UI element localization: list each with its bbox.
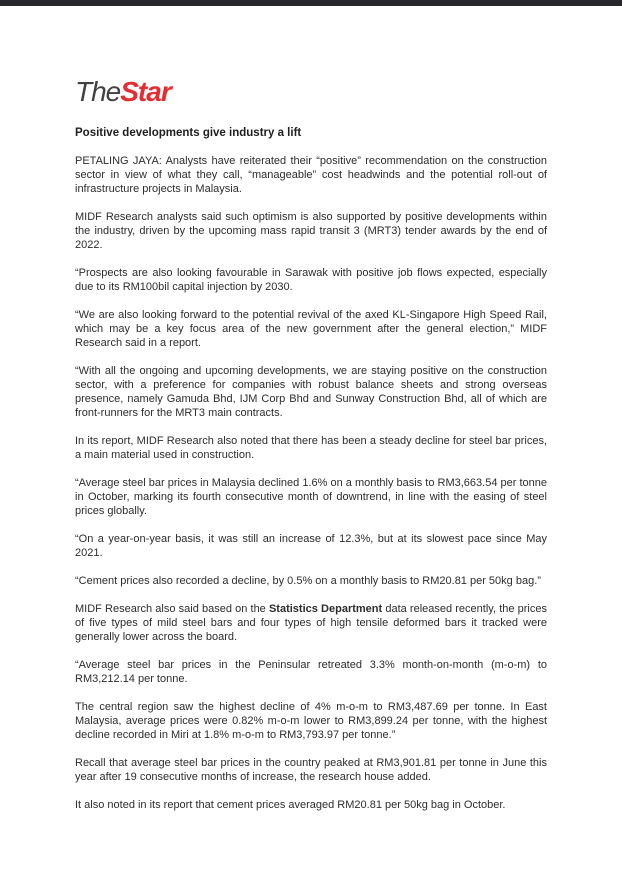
- article-paragraph: [75, 602, 547, 644]
- logo-the: The: [75, 76, 121, 107]
- article-paragraph: “Average steel bar prices in Malaysia declined 1.6% on a monthly basis to RM3,663.54 per tonne in October, marking its fourth consecutive month of downtrend, in line with the easing of steel prices globally.: [75, 477, 547, 517]
- article-paragraph: In its report, MIDF Research also noted that there has been a steady decline for steel bar prices, a main material used in construction.: [75, 435, 547, 461]
- text-run: data released recently, the prices of five types of mild steel bars and four types of high tensile deformed bars it tracked were generally lower across the board.: [75, 603, 547, 643]
- article-paragraph: PETALING JAYA: Analysts have reiterated their “positive” recommendation on the construction sector in view of what they call, “manageable” cost headwinds and the potential roll-out of infrastructure projects in Malaysia.: [75, 155, 547, 195]
- article-paragraph: “Average steel bar prices in the Peninsular retreated 3.3% month-on-month (m-o-m) to RM3,212.14 per tonne.: [75, 659, 547, 685]
- article-paragraph: The central region saw the highest decline of 4% m-o-m to RM3,487.69 per tonne. In East Malaysia, average prices were 0.82% m-o-m lower to RM3,899.24 per tonne, with the highest decline recorded in Miri at 1.8% m-o-m to RM3,793.97 per tonne.”: [75, 701, 547, 741]
- article-paragraph: “On a year-on-year basis, it was still an increase of 12.3%, but at its slowest pace since May 2021.: [75, 533, 547, 559]
- article-paragraph: “Prospects are also looking favourable in Sarawak with positive job flows expected, especially due to its RM100bil capital injection by 2030.: [75, 267, 547, 293]
- article-paragraph: “With all the ongoing and upcoming developments, we are staying positive on the construction sector, with a preference for companies with robust balance sheets and strong overseas presence, namely Gamuda Bhd, IJM Corp Bhd and Sunway Construction Bhd, all of which are front-runners for the MRT3 main contracts.: [75, 365, 547, 419]
- text-run: MIDF Research also said based on the: [75, 603, 269, 615]
- window-top-bar: [0, 0, 622, 6]
- article-paragraph: “Cement prices also recorded a decline, by 0.5% on a monthly basis to RM20.81 per 50kg bag.”: [75, 575, 541, 587]
- article-paragraph: Recall that average steel bar prices in the country peaked at RM3,901.81 per tonne in June this year after 19 consecutive months of increase, the research house added.: [75, 757, 547, 783]
- bold-text: Statistics Department: [268, 603, 383, 615]
- article-content: [0, 78, 622, 812]
- article-paragraph: It also noted in its report that cement prices averaged RM20.81 per 50kg bag in October.: [75, 799, 506, 811]
- the-star-logo: [75, 78, 547, 106]
- article-headline: Positive developments give industry a lift: [75, 127, 302, 139]
- article-paragraph: MIDF Research analysts said such optimism is also supported by positive developments within the industry, driven by the upcoming mass rapid transit 3 (MRT3) tender awards by the end of 2022.: [75, 211, 547, 251]
- article-body: [75, 154, 547, 812]
- logo-star: Star: [120, 76, 171, 107]
- article-paragraph: “We are also looking forward to the potential revival of the axed KL-Singapore High Speed Rail, which may be a key focus area of the new government after the general election,” MIDF Research said in a report.: [75, 309, 547, 349]
